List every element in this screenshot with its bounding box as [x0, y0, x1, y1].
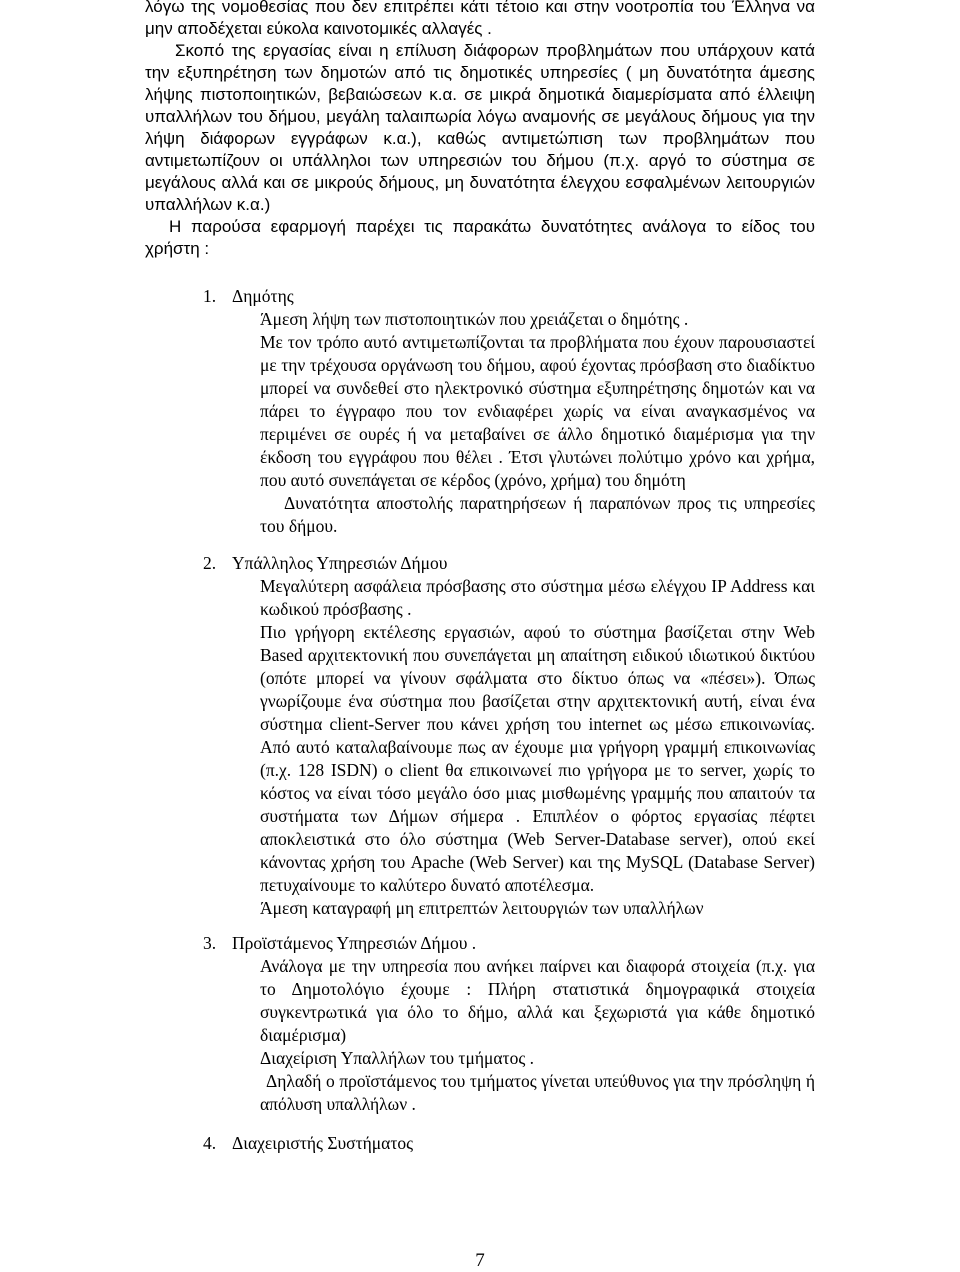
item-body: [203, 308, 815, 538]
item-number: 4.: [203, 1133, 217, 1153]
list-item-4: [203, 1132, 815, 1155]
intro-purpose-paragraph: Σκοπό της εργασίας είναι η επίλυση διάφορων προβλημάτων που υπάρχουν κατά την εξυπηρέτηση των δημοτών από τις δημοτικές υπηρεσίες ( μη δυνατότητα άμεσης λήψης πιστοποιητικών, βεβαιώσεων κ.α. σε μικρά δημοτικά διαμερίσματα από έλλειψη υπαλλήλων του δήμου, μεγάλη ταλαιπωρία λόγω αναμονής σε μεγάλους δήμους για την λήψη διάφορων εγγράφων κ.α.), καθώς αντιμετώπιση των προβλημάτων που αντιμετωπίζουν οι υπάλληλοι των υπηρεσιών του δήμου (π.χ. αργό το σύστημα σε μεγάλους αλλά και σε μικρούς δήμους, μη δυνατότητα έλεγχου εσφαλμένων λειτουργιών υπαλλήλων κ.α.): [145, 41, 815, 214]
item-number: 1.: [203, 286, 217, 306]
intro-capabilities-paragraph: Η παρούσα εφαρμογή παρέχει τις παρακάτω δυνατότητες ανάλογα το είδος του χρήστη :: [145, 217, 815, 258]
page-number: 7: [475, 1250, 485, 1271]
intro-line: λόγω της νομοθεσίας που δεν επιτρέπει κάτι τέτοιο και στην νοοτροπία του Έλληνα να μην αποδέχεται εύκολα καινοτομικές αλλαγές .: [145, 0, 815, 38]
item-paragraph: Διαχείριση Υπαλλήλων του τμήματος .: [260, 1048, 535, 1068]
item-paragraph: Πιο γρήγορη εκτέλεσης εργασιών, αφού το σύστημα βασίζεται στην Web Based αρχιτεκτονική που συνεπάγεται μη απαίτηση ειδικού ιδιωτικού δικτύου (οπότε μπορεί να γίνουν σφάλματα στο δίκτυο όπως να «πέσει»). Όπως γνωρίζουμε ένα σύστημα που βασίζεται στην αρχιτεκτονική αυτή, είναι ένα σύστημα client-Server που κάνει χρήση του internet ως μέσω επικοινωνίας. Από αυτό καταλαβαίνουμε πως αν έχουμε μια γρήγορη γραμμή επικοινωνίας (π.χ. 128 ISDN) ο client θα επικοινωνεί πιο γρήγορα με το server, χωρίς το κόστος να είναι τόσο μεγάλο όσο μιας μισθωμένης γραμμής που απαιτούν τα συστήματα των Δήμων σήμερα . Επιπλέον ο φόρτος εργασίας πέφτει αποκλειστικά στο όλο σύστημα (Web Server-Database server), οπού εκεί κάνοντας χρήση του Apache (Web Server) και της MySQL (Database Server) πετυχαίνουμε το καλύτερο δυνατό αποτέλεσμα.: [260, 622, 815, 895]
item-number: 3.: [203, 933, 217, 953]
item-paragraph: Δυνατότητα αποστολής παρατηρήσεων ή παραπόνων προς τις υπηρεσίες του δήμου.: [260, 493, 815, 536]
item-heading: [203, 285, 815, 308]
item-paragraph: Με τον τρόπο αυτό αντιμετωπίζονται τα προβλήματα που έχουν παρουσιαστεί με την τρέχουσα οργάνωση του δήμου, αφού έχοντας πρόσβαση στο διαδίκτυο μπορεί να συνδεθεί στο ηλεκτρονικό σύστημα εξυπηρέτησης δημοτών και να πάρει το έγγραφο που τον ενδιαφέρει χωρίς να είναι αναγκασμένος να περιμένει σε ουρές ή να μεταβαίνει σε άλλο δημοτικό διαμέρισμα για την έκδοση του εγγράφου που θέλει . Έτσι γλυτώνει πολύτιμο χρόνο και χρήμα, που αυτό συνεπάγεται σε κέρδος (χρόνο, χρήμα) του δημότη: [260, 332, 815, 490]
item-title: Διαχειριστής Συστήματος: [232, 1133, 414, 1153]
item-title: Προϊστάμενος Υπηρεσιών Δήμου .: [232, 933, 477, 953]
item-body: [203, 575, 815, 920]
item-paragraph: Δηλαδή ο προϊστάμενος του τμήματος γίνεται υπεύθυνος για την πρόσληψη ή απόλυση υπαλλήλων .: [260, 1071, 815, 1114]
item-title: Δημότης: [232, 286, 294, 306]
list-item-3: [203, 932, 815, 1116]
item-body: [203, 955, 815, 1116]
item-paragraph: Ανάλογα με την υπηρεσία που ανήκει παίρνει και διαφορά στοιχεία (π.χ. για το Δημοτολόγιο έχουμε : Πλήρη στατιστικά δημογραφικά στοιχεία συγκεντρωτικά για όλο το δήμο, αλλά και ξεχωριστά για κάθε δημοτικό διαμέρισμα): [260, 956, 815, 1045]
item-heading: [203, 932, 815, 955]
item-heading: [203, 1132, 815, 1155]
item-paragraph: Άμεση λήψη των πιστοποιητικών που χρειάζεται ο δημότης .: [260, 309, 689, 329]
item-heading: [203, 552, 815, 575]
intro-section: [145, 0, 815, 260]
item-title: Υπάλληλος Υπηρεσιών Δήμου: [232, 553, 448, 573]
item-number: 2.: [203, 553, 217, 573]
item-paragraph: Μεγαλύτερη ασφάλεια πρόσβασης στο σύστημα μέσω ελέγχου IP Address και κωδικού πρόσβασης .: [260, 576, 815, 619]
list-item-2: [203, 552, 815, 920]
list-item-1: [203, 285, 815, 538]
item-paragraph: Άμεση καταγραφή μη επιτρεπτών λειτουργιών των υπαλλήλων: [260, 898, 704, 918]
